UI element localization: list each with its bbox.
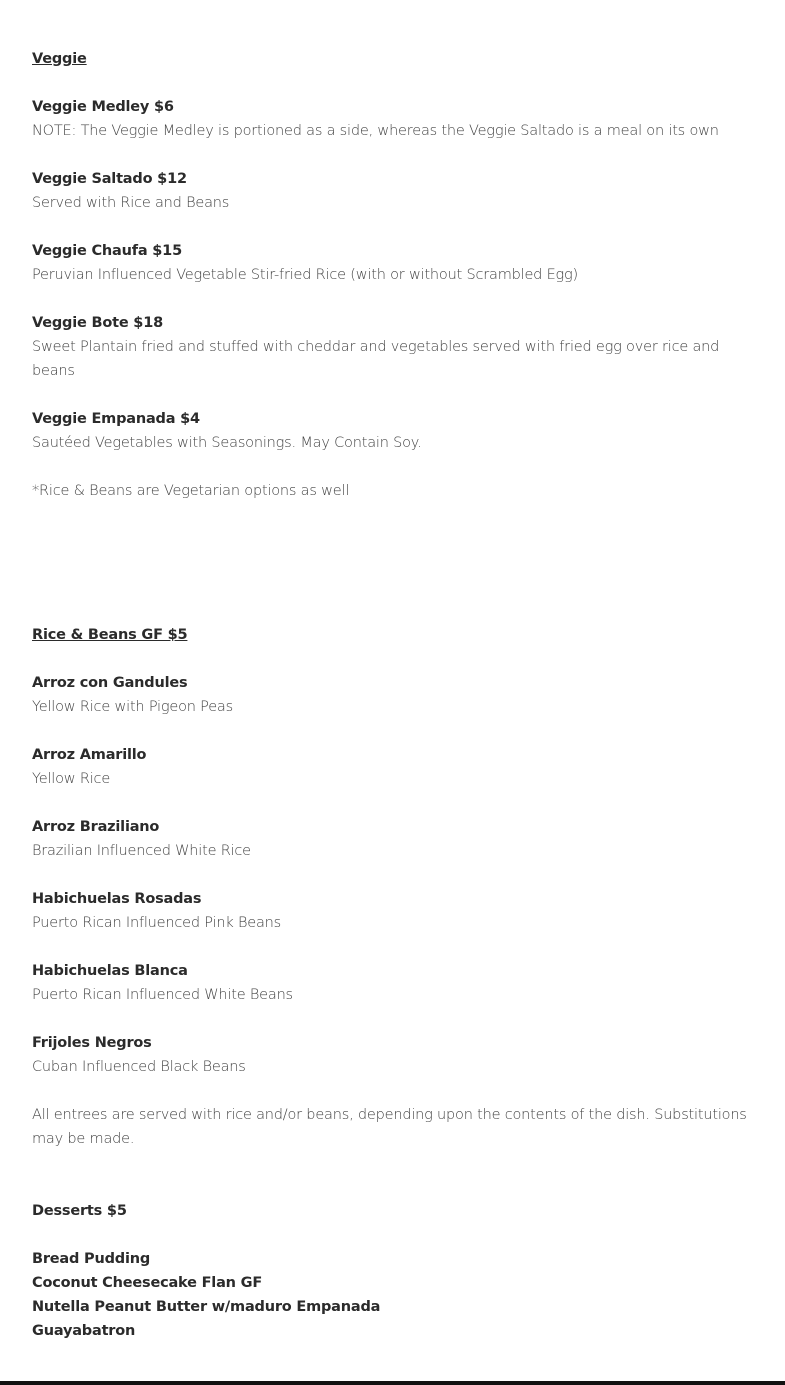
veggie-chaufa-desc: Peruvian Influenced Vegetable Stir-fried Rice (with or without Scrambled Egg) [32, 267, 579, 283]
dessert-item: Nutella Peanut Butter w/maduro Empanada [32, 1299, 381, 1315]
desserts-heading: Desserts $5 [32, 1203, 127, 1219]
veggie-chaufa-title: Veggie Chaufa $15 [32, 243, 182, 259]
veggie-bote-title: Veggie Bote $18 [32, 315, 163, 331]
veggie-saltado-title: Veggie Saltado $12 [32, 171, 187, 187]
arroz-braziliano-desc: Brazilian Influenced White Rice [32, 843, 251, 859]
veggie-empanada-title: Veggie Empanada $4 [32, 411, 200, 427]
frijoles-negros-title: Frijoles Negros [32, 1035, 152, 1051]
bottom-divider [0, 1381, 785, 1385]
veggie-saltado-desc: Served with Rice and Beans [32, 195, 230, 211]
rice-beans-heading: Rice & Beans GF $5 [32, 627, 188, 643]
veggie-empanada-desc: Sautéed Vegetables with Seasonings. May Contain Soy. [32, 435, 422, 451]
arroz-amarillo-title: Arroz Amarillo [32, 747, 147, 763]
veggie-note: *Rice & Beans are Vegetarian options as well [32, 483, 350, 499]
veggie-medley-title: Veggie Medley $6 [32, 99, 174, 115]
veggie-medley-desc: NOTE: The Veggie Medley is portioned as a side, whereas the Veggie Saltado is a meal on its own [32, 123, 719, 139]
dessert-item: Guayabatron [32, 1323, 136, 1339]
arroz-braziliano-title: Arroz Braziliano [32, 819, 160, 835]
dessert-item: Coconut Cheesecake Flan GF [32, 1275, 263, 1291]
arroz-con-gandules-title: Arroz con Gandules [32, 675, 188, 691]
arroz-con-gandules-desc: Yellow Rice with Pigeon Peas [32, 699, 233, 715]
veggie-heading: Veggie [32, 51, 87, 67]
habichuelas-rosadas-title: Habichuelas Rosadas [32, 891, 202, 907]
entrees-note: All entrees are served with rice and/or beans, depending upon the contents of the dish. Substitutions may be made. [32, 1107, 747, 1147]
habichuelas-blanca-desc: Puerto Rican Influenced White Beans [32, 987, 293, 1003]
arroz-amarillo-desc: Yellow Rice [32, 771, 111, 787]
menu-page [32, 47, 762, 1343]
dessert-item: Bread Pudding [32, 1251, 151, 1267]
veggie-bote-desc: Sweet Plantain fried and stuffed with cheddar and vegetables served with fried egg over rice and beans [32, 339, 720, 379]
habichuelas-rosadas-desc: Puerto Rican Influenced Pink Beans [32, 915, 281, 931]
frijoles-negros-desc: Cuban Influenced Black Beans [32, 1059, 246, 1075]
habichuelas-blanca-title: Habichuelas Blanca [32, 963, 188, 979]
